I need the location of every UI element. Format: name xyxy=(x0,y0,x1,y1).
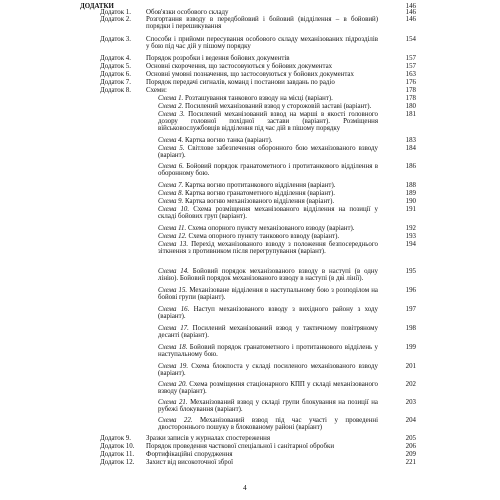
scheme-label: Схема 11. xyxy=(158,225,187,232)
entry-page-number: 163 xyxy=(405,71,416,78)
entry-title: Схеми: xyxy=(146,87,167,94)
entry-page-number: 201 xyxy=(405,363,416,370)
entry-title: Захист від високоточної зброї xyxy=(146,459,234,466)
entry-page-number: 157 xyxy=(405,63,416,70)
entry-title xyxy=(158,163,378,177)
scheme-label: Схема 21. xyxy=(158,399,188,406)
entry-page-number: 194 xyxy=(405,241,416,248)
scheme-title: Схема опорного пункту механізованого взводу (варіант). xyxy=(187,225,355,232)
entry-title: Обов'язки особового складу xyxy=(146,9,229,16)
scheme-label: Схема 12. xyxy=(158,233,187,240)
scheme-label: Схема 16. xyxy=(158,306,190,313)
scheme-title: Бойовий порядок механізованого взводу в наступі (в одну лінію). Бойовий порядок механізованого взводу в наступі (в дві лінії). xyxy=(158,268,378,282)
scheme-title: Світлове забезпечення оборонного бою механізованого взводу (варіант). xyxy=(158,145,378,159)
scheme-label: Схема 4. xyxy=(158,137,184,144)
scheme-title: Схема опорного пункту танкового взводу (варіант). xyxy=(188,233,340,240)
entry-title xyxy=(158,103,378,110)
entry-title: Основні умовні позначення, що застосовуються у бойових документах xyxy=(146,71,354,78)
entry-page-number: 180 xyxy=(405,103,416,110)
entry-title: Порядок проведення часткової спеціальної і санітарної обробки xyxy=(146,443,335,450)
scheme-label: Схема 22. xyxy=(158,417,193,424)
entry-title xyxy=(158,417,378,431)
scheme-label: Схема 10. xyxy=(158,206,190,213)
entry-title xyxy=(158,344,378,358)
entry-page-number: 196 xyxy=(405,287,416,294)
scheme-label: Схема 13. xyxy=(158,241,189,248)
entry-page-number: 186 xyxy=(405,163,416,170)
entry-title: Фортифікаційні спорудження xyxy=(146,451,233,458)
entry-title xyxy=(158,363,378,377)
entry-page-number: 197 xyxy=(405,306,416,313)
entry-title xyxy=(158,306,378,320)
scheme-label: Схема 18. xyxy=(158,344,188,351)
scheme-title: Картка вогню протитанкового відділення (варіант). xyxy=(185,182,336,189)
entry-title xyxy=(158,111,378,132)
scheme-label: Схема 19. xyxy=(158,363,189,370)
scheme-title: Картка вогню танка (варіант). xyxy=(185,137,273,144)
scheme-label: Схема 5. xyxy=(158,145,185,152)
scheme-title: Картка вогню гранатометного відділення (варіант). xyxy=(185,190,336,197)
scheme-label: Схема 2. xyxy=(158,103,184,110)
entry-page-number: 176 xyxy=(405,79,416,86)
scheme-title: Механізований взвод у складі групи блокування на позиції на рубежі блокування (варіант). xyxy=(158,399,378,413)
appendix-number: Додаток 5. xyxy=(100,63,131,70)
entry-page-number: 189 xyxy=(405,190,416,197)
entry-title xyxy=(158,287,378,301)
scheme-label: Схема 17. xyxy=(158,325,189,332)
scheme-title: Картка вогню механізованого відділення (варіант). xyxy=(185,198,335,205)
page-number: 4 xyxy=(243,483,247,492)
entry-page-number: 157 xyxy=(405,55,416,62)
entry-page-number: 184 xyxy=(405,145,416,152)
entry-title xyxy=(158,190,378,197)
entry-page-number: 206 xyxy=(405,443,416,450)
scheme-title: Схема блокпоста у складі посиленого механізованого взводу (варіант). xyxy=(158,363,378,377)
scheme-label: Схема 15. xyxy=(158,287,188,294)
scheme-title: Наступ механізованого взводу з вихідного району з ходу (варіант). xyxy=(158,306,378,320)
entry-page-number: 190 xyxy=(405,198,416,205)
entry-title xyxy=(158,95,378,102)
scheme-title: Схема розміщення стаціонарного КПП у складі механізованого взводу (варіант). xyxy=(158,381,378,395)
entry-page-number: 191 xyxy=(405,206,416,213)
entry-title xyxy=(158,225,378,232)
entry-page-number: 146 xyxy=(405,16,416,23)
entry-page-number: 195 xyxy=(405,268,416,275)
scheme-title: Механізований взвод під час участі у проведенні двостороннього пошуку в блокованому районі (варіант) xyxy=(158,417,378,431)
entry-title xyxy=(158,137,378,144)
entry-title xyxy=(158,233,378,240)
scheme-title: Бойовий порядок гранатометного і протитанкового відділень у наступальному бою. xyxy=(158,344,378,358)
entry-title: Зразки записів у журналах спостереження xyxy=(146,435,271,442)
scheme-label: Схема 7. xyxy=(158,182,184,189)
scheme-title: Посилений механізований взвод у сторожовій заставі (варіант). xyxy=(185,103,372,110)
entry-title: Способи і прийоми пересування особового складу механізованих підрозділів у бою під час дій у пішому порядку xyxy=(146,36,378,50)
entry-title xyxy=(158,206,378,220)
scheme-title: Посилений механізований взвод на марші в якості головного дозору головної похідної застави (варіант). Розміщення військовослужбовців відділення під час дій в пішому порядку xyxy=(158,111,378,132)
entry-title xyxy=(158,241,378,255)
entry-page-number: 146 xyxy=(405,9,416,16)
scheme-label: Схема 8. xyxy=(158,190,184,197)
entry-title: Порядок розробки і ведення бойових документів xyxy=(146,55,290,62)
entry-page-number: 221 xyxy=(405,459,416,466)
entry-page-number: 198 xyxy=(405,325,416,332)
entry-page-number: 192 xyxy=(405,225,416,232)
scheme-label: Схема 1. xyxy=(158,95,184,102)
heading-page-number: 146 xyxy=(405,3,416,10)
entry-title xyxy=(158,268,378,282)
scheme-label: Схема 20. xyxy=(158,381,188,388)
entry-title: Розгортання взводу в передбойовий і бойовий (відділення – в бойовий) порядки і перешикування xyxy=(146,16,378,30)
entry-page-number: 193 xyxy=(405,233,416,240)
appendix-number: Додаток 1. xyxy=(100,9,131,16)
scheme-title: Механізоване відділення в наступальному бою з розподілом на бойові групи (варіант). xyxy=(158,287,378,301)
entry-page-number: 188 xyxy=(405,182,416,189)
entry-page-number: 181 xyxy=(405,111,416,118)
scheme-title: Розташування танкового взводу на місці (варіант). xyxy=(185,95,333,102)
entry-title xyxy=(158,399,378,413)
appendix-number: Додаток 12. xyxy=(100,459,135,466)
appendix-number: Додаток 6. xyxy=(100,71,131,78)
appendix-number: Додаток 8. xyxy=(100,87,131,94)
entry-title xyxy=(158,325,378,339)
appendix-number: Додаток 10. xyxy=(100,443,135,450)
scheme-title: Бойовий порядок гранатометного і протитанкового відділення в оборонному бою. xyxy=(158,163,378,177)
entry-page-number: 154 xyxy=(405,36,416,43)
appendix-number: Додаток 11. xyxy=(100,451,135,458)
entry-page-number: 178 xyxy=(405,87,416,94)
entry-title xyxy=(158,198,378,205)
scheme-title: Перехід механізованого взводу з положення безпосереднього зіткнення з противником після перегрупування (варіант). xyxy=(158,241,378,255)
scheme-label: Схема 9. xyxy=(158,198,184,205)
entry-page-number: 183 xyxy=(405,137,416,144)
appendix-number: Додаток 2. xyxy=(100,16,131,23)
entry-title: Основні скорочення, що застосовуються у бойових документах xyxy=(146,63,333,70)
scheme-label: Схема 6. xyxy=(158,163,184,170)
scheme-label: Схема 3. xyxy=(158,111,185,118)
entry-page-number: 178 xyxy=(405,95,416,102)
entry-title xyxy=(158,182,378,189)
entry-page-number: 199 xyxy=(405,344,416,351)
appendix-number: Додаток 7. xyxy=(100,79,131,86)
contents-heading: ДОДАТКИ xyxy=(80,3,114,10)
entry-page-number: 204 xyxy=(405,417,416,424)
scheme-label: Схема 14. xyxy=(158,268,189,275)
scheme-title: Схема розміщення механізованого відділення на позиції у складі бойових груп (варіант). xyxy=(158,206,378,220)
appendix-number: Додаток 9. xyxy=(100,435,131,442)
entry-page-number: 205 xyxy=(405,435,416,442)
entry-page-number: 209 xyxy=(405,451,416,458)
entry-page-number: 203 xyxy=(405,399,416,406)
appendix-number: Додаток 3. xyxy=(100,36,131,43)
entry-title: Порядок передачі сигналів, команд і постанови завдань по радіо xyxy=(146,79,335,86)
entry-page-number: 202 xyxy=(405,381,416,388)
entry-title xyxy=(158,381,378,395)
appendix-number: Додаток 4. xyxy=(100,55,131,62)
scheme-title: Посилений механізований взвод у тактичному повітряному десанті (варіант). xyxy=(158,325,378,339)
entry-title xyxy=(158,145,378,159)
